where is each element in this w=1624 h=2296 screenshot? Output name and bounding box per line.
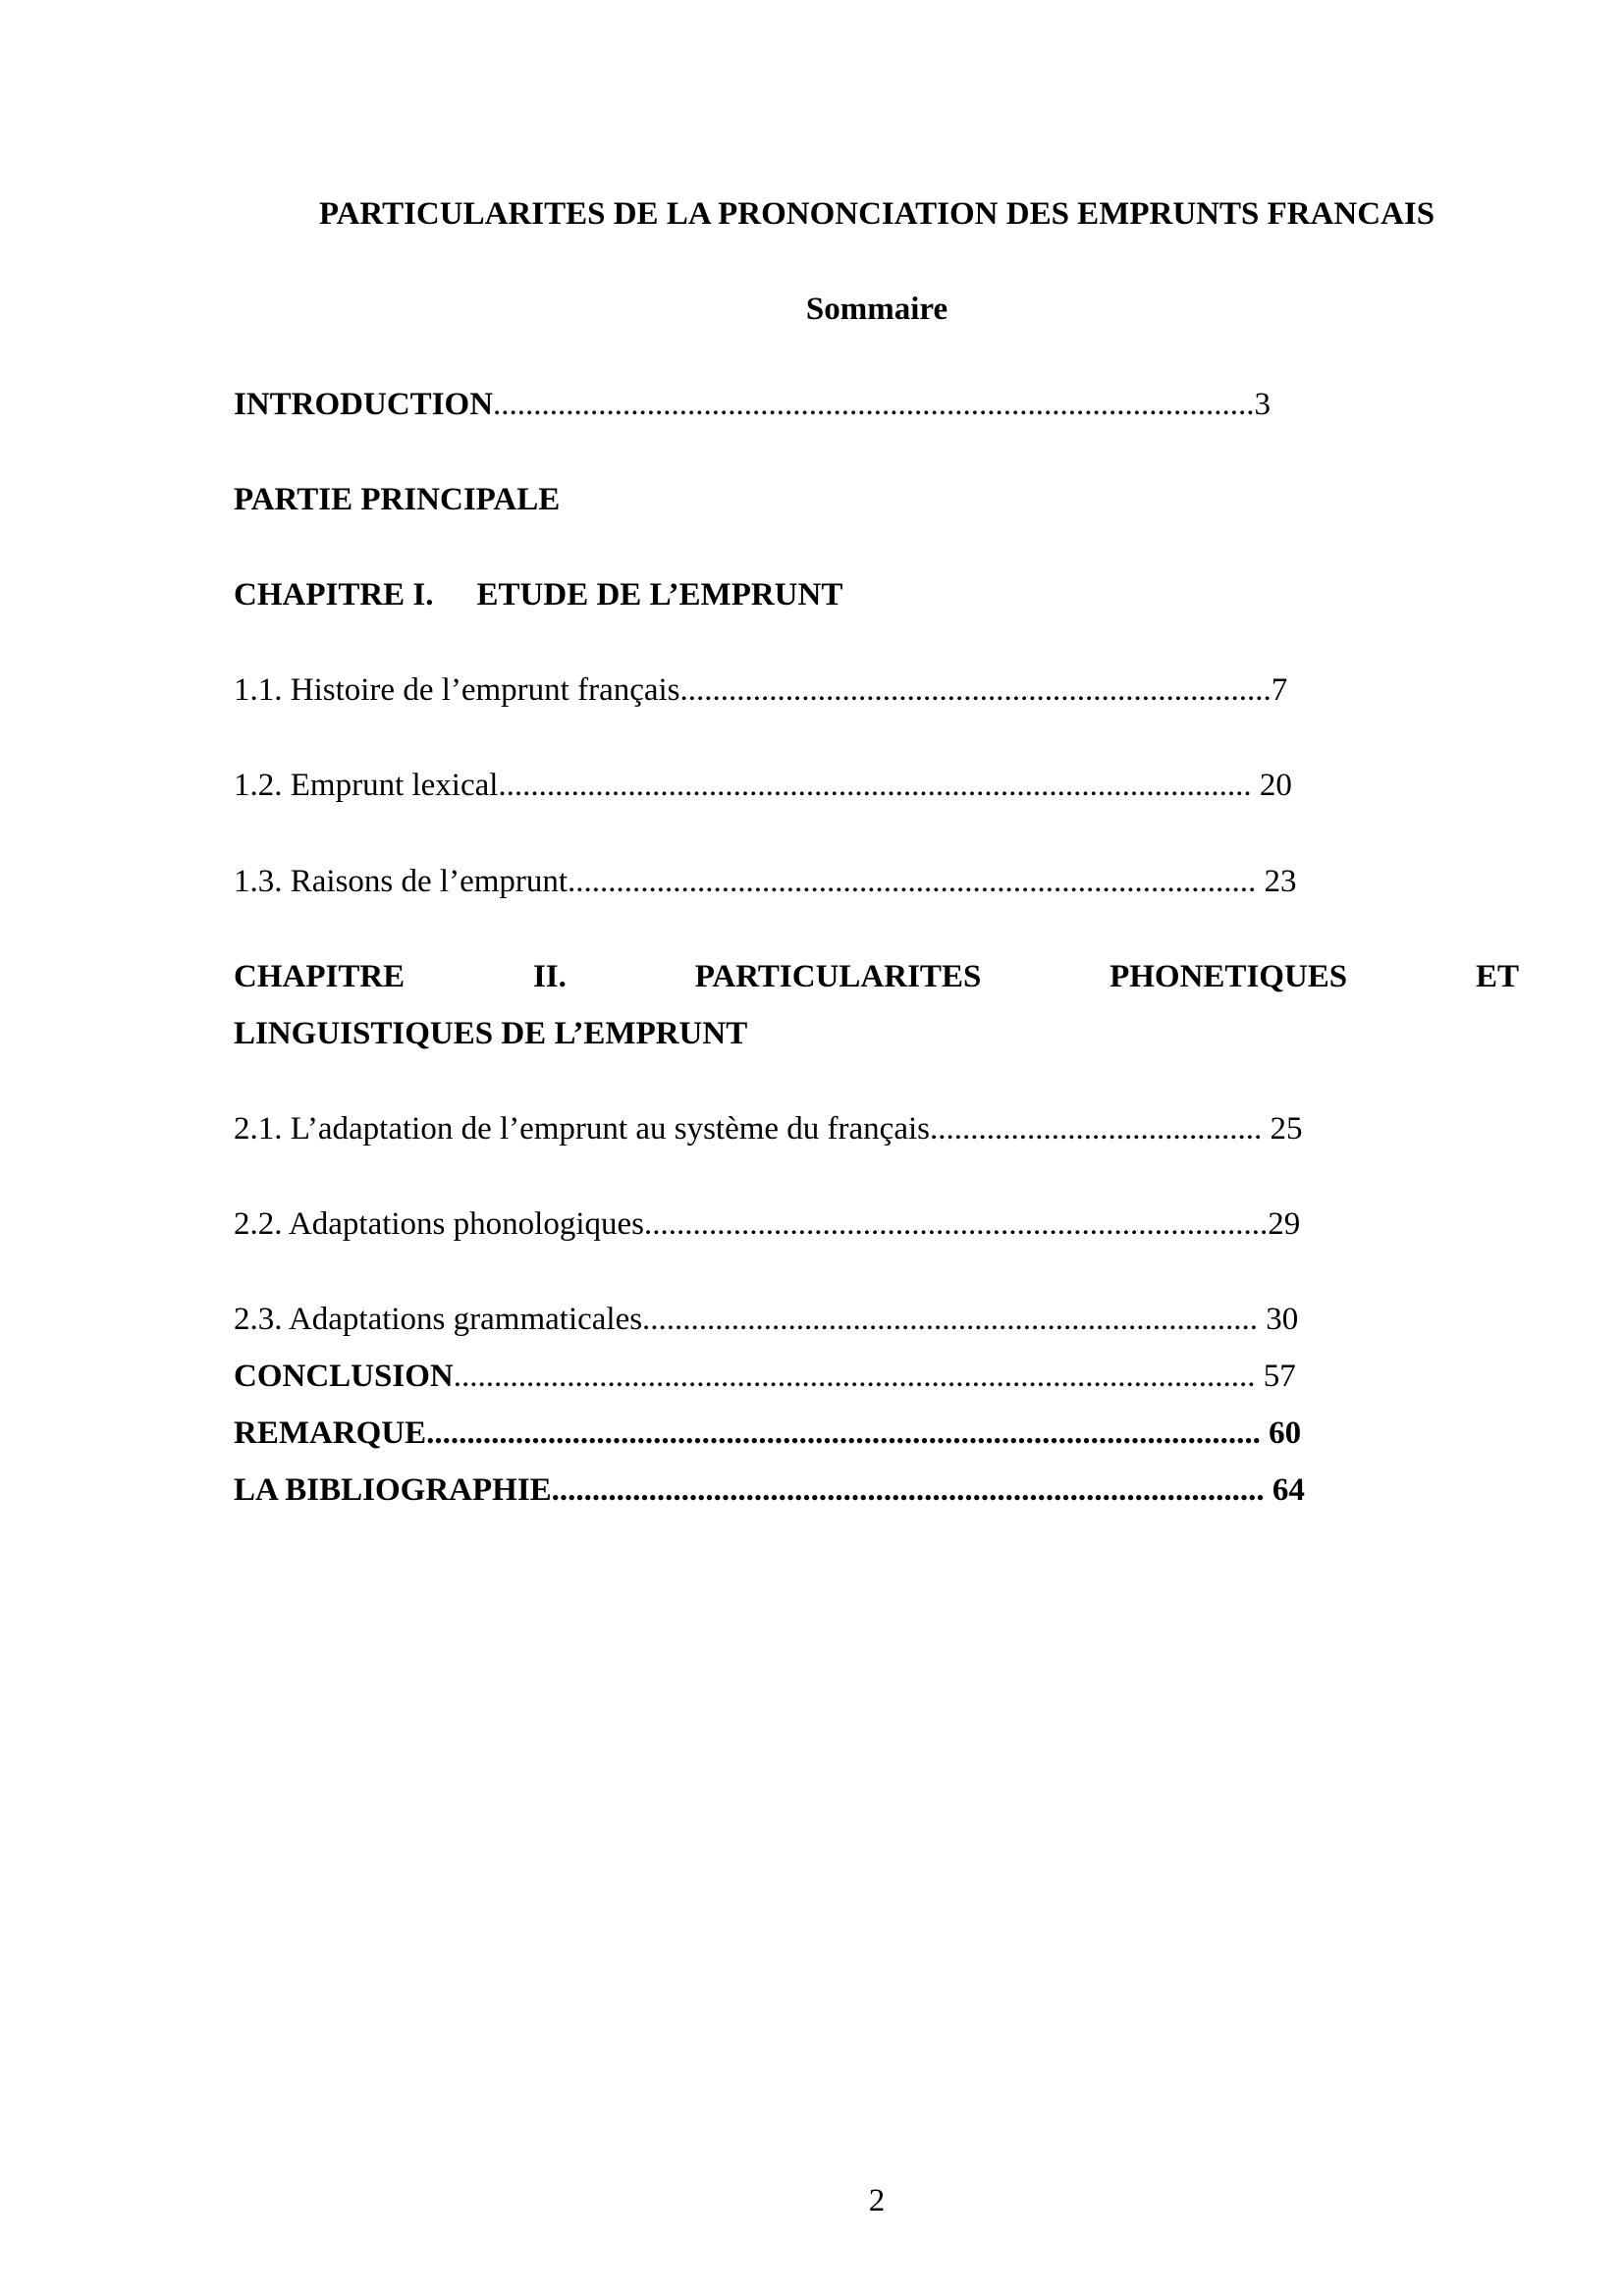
- toc-entry-remarque: REMARQUE....................................................................................................... 60: [234, 1415, 1302, 1451]
- chapitre-2-word: CHAPITRE: [234, 959, 406, 994]
- toc-introduction-text: [234, 387, 1271, 422]
- toc-heading-chapitre-1: [234, 575, 842, 614]
- toc-entry-1-2: 1.2. Emprunt lexical............................................................................................. 20: [234, 768, 1292, 803]
- summary-heading: Sommaire: [805, 292, 948, 327]
- toc-label: CONCLUSION: [234, 1359, 454, 1394]
- toc-conclusion-text: [234, 1359, 1296, 1394]
- toc-entry-2-3: 2.3. Adaptations grammaticales............................................................................ 30: [234, 1302, 1299, 1337]
- toc-leader-and-page: ..............................................................................................3: [493, 387, 1272, 422]
- document-title: PARTICULARITES DE LA PRONONCIATION DES EMPRUNTS FRANCAIS: [318, 196, 1435, 232]
- toc-entry-2-1: 2.1. L’adaptation de l’emprunt au système du français......................................... 25: [234, 1111, 1303, 1147]
- toc-entry-conclusion: [234, 1357, 1296, 1396]
- toc-leader-and-page: ................................................................................................... 57: [453, 1359, 1296, 1394]
- page-number: 2: [868, 2183, 886, 2218]
- chapitre-2-word: II.: [532, 959, 567, 994]
- chapitre-1-title: ETUDE DE L’EMPRUNT: [476, 577, 843, 613]
- toc-entry-1-1: 1.1. Histoire de l’emprunt français.........................................................................7: [234, 672, 1288, 708]
- toc-label: INTRODUCTION: [234, 387, 494, 422]
- toc-entry-1-3: 1.3. Raisons de l’emprunt..................................................................................... 23: [234, 864, 1297, 899]
- chapitre-2-word: PARTICULARITES: [694, 959, 982, 994]
- toc-entry-bibliographie: LA BIBLIOGRAPHIE........................................................................................ 64: [234, 1472, 1305, 1508]
- toc-entry-2-2: 2.2. Adaptations phonologiques.............................................................................29: [234, 1206, 1301, 1242]
- chapitre-2-word: ET: [1475, 959, 1519, 994]
- chapitre-2-word: PHONETIQUES: [1110, 959, 1348, 994]
- toc-heading-partie-principale: PARTIE PRINCIPALE: [234, 482, 561, 517]
- toc-heading-chapitre-2-line-1: [234, 957, 1519, 996]
- chapitre-1-label: CHAPITRE I.: [234, 577, 434, 613]
- toc-heading-chapitre-2-line-2: LINGUISTIQUES DE L’EMPRUNT: [234, 1016, 748, 1051]
- toc-entry-introduction: [234, 385, 1271, 424]
